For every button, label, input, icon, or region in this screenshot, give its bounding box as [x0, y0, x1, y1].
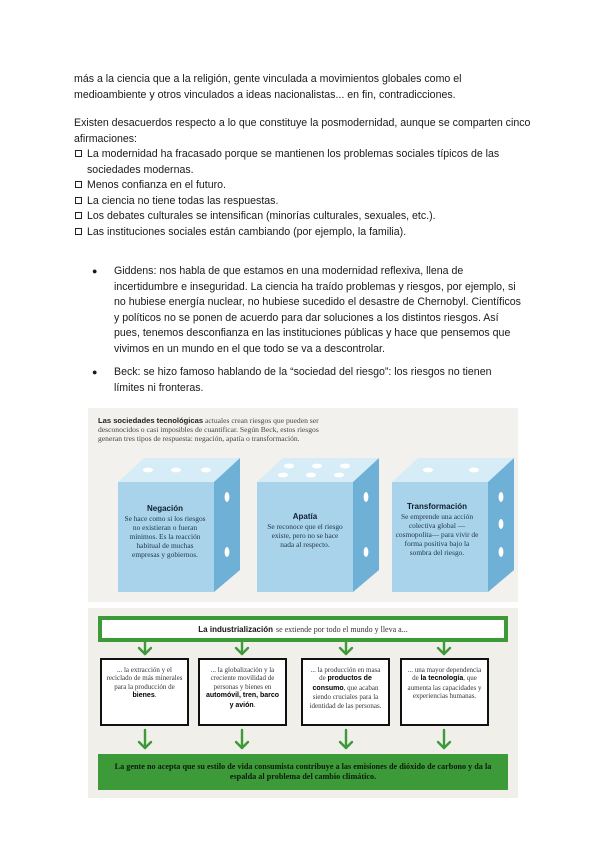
- paragraph-continuation: [74, 72, 534, 103]
- flow-box-globalization: ... la globalización y la creciente movilidad de personas y bienes en automóvil, tren, barco y avión.: [198, 658, 287, 726]
- bullet-giddens: ● Giddens: nos habla de que estamos en una modernidad reflexiva, llena de incertidumbre e inseguridad. La ciencia ha traído problemas y riesgos, por ejemplo, si no hubiese energía nuclear, no hubiese sucedido el desastre de Chernobyl. Científicos y políticos no se ponen de acuerdo para dar soluciones a los distintos riesgos. Así pues, tenemos desconfianza en las instituciones públicas y hace que pensemos que vivimos en un mundo en el que todo se va a descontrolar.: [92, 264, 524, 358]
- bullet-icon: ●: [92, 266, 98, 276]
- bullet-beck: ● Beck: se hizo famoso hablando de la “sociedad del riesgo”: los riesgos no tienen límites ni fronteras.: [92, 365, 524, 396]
- die-negacion-text: Negación Se hace como si los riesgos no existieran o fueran mínimos. Es la reacción habitual de muchas empresas y gobiernos.: [124, 504, 206, 559]
- checkbox-icon: [75, 150, 82, 157]
- checkbox-icon: [75, 228, 82, 235]
- bullet-icon: ●: [92, 367, 98, 377]
- die-apatia-text: Apatía Se reconoce que el riesgo existe, pero no se hace nada al respecto.: [267, 512, 343, 549]
- paragraph-intro-affirmations: Existen desacuerdos respecto a lo que constituye la posmodernidad, aunque se comparten cinco afirmaciones:: [74, 117, 531, 145]
- figure-risk-responses: [88, 408, 518, 602]
- conclusion-banner: La gente no acepta que su estilo de vida consumista contribuye a las emisiones de dióxido de carbono y da la espalda al problema del cambio climático.: [98, 754, 508, 790]
- checklist-item: Menos confianza en el futuro.: [74, 178, 534, 194]
- checklist: [74, 147, 534, 241]
- checklist-item: La modernidad ha fracasado porque se mantienen los problemas sociales típicos de las sociedades modernas.: [74, 147, 534, 178]
- text-line: más a la ciencia que a la religión, gente vinculada a movimientos globales como el: [74, 73, 462, 85]
- checkbox-icon: [75, 181, 82, 188]
- checklist-item: Los debates culturales se intensifican (minorías culturales, sexuales, etc.).: [74, 209, 534, 225]
- figure-intro: Las sociedades tecnológicas actuales crean riesgos que pueden ser desconocidos o casi imposibles de cuantificar. Según Beck, estos riesgos generan tres tipos de respuesta: negación, apatía o transformación.: [98, 416, 319, 443]
- flow-box-consumption: ... la producción en masa de productos de consumo, que acaban siendo cruciales para la identidad de las personas.: [301, 658, 390, 726]
- checklist-item: Las instituciones sociales están cambiando (por ejemplo, la familia).: [74, 225, 534, 241]
- text-line: medioambiente y otros vinculados a ideas nacionalistas... en fin, contradicciones.: [74, 88, 456, 101]
- die-transformacion-text: Transformación Se emprende una acción colectiva global —cosmopolita— para vivir de forma positiva bajo la sombra del riesgo.: [395, 502, 479, 557]
- industrialization-banner: La industrialización se extiende por todo el mundo y lleva a...: [98, 616, 508, 642]
- checklist-item: La ciencia no tiene todas las respuestas.: [74, 194, 534, 210]
- figure-industrialization: [88, 608, 518, 798]
- flow-box-technology: ... una mayor dependencia de la tecnología, que aumenta las capacidades y experiencias humanas.: [400, 658, 489, 726]
- flow-box-extraction: ... la extracción y el reciclado de más minerales para la producción de bienes.: [100, 658, 189, 726]
- checkbox-icon: [75, 212, 82, 219]
- checkbox-icon: [75, 197, 82, 204]
